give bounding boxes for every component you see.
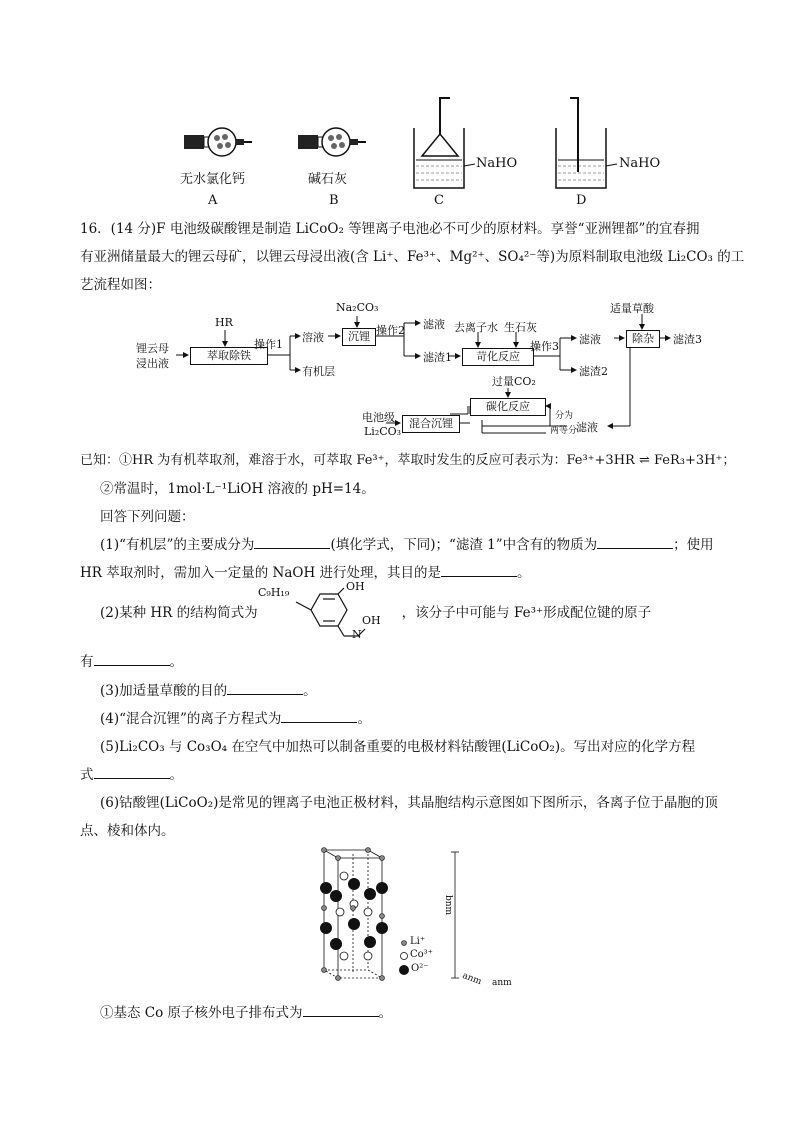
dim-a2: anm <box>492 978 512 988</box>
flow-filtrate2: 滤液 <box>579 333 601 346</box>
flow-organic: 有机层 <box>302 365 335 378</box>
q6-line1: (6)钴酸锂(LiCoO₂)是常见的锂离子电池正极材料，其晶胞结构示意图如下图所示，各离子位于晶胞的顶 <box>100 795 718 811</box>
q2-text-c: 有 <box>80 654 94 670</box>
q2-line1 <box>100 603 745 623</box>
flow-lime: 生石灰 <box>504 321 537 334</box>
answer-intro: 回答下列问题： <box>100 509 195 525</box>
q5-blank[interactable] <box>94 765 170 779</box>
flow-residue3: 滤渣3 <box>673 333 702 346</box>
q4-text-a: (4)“混合沉锂”的离子方程式为 <box>100 711 282 727</box>
flow-hr: HR <box>215 316 233 329</box>
known-line1: 已知：①HR 为有机萃取剂，难溶于水，可萃取 Fe³⁺，萃取时发生的反应可表示为：Fe³⁺+3HR ⇌ FeR₃+3H⁺； <box>80 453 736 468</box>
question-intro-line3: 艺流程如图： <box>80 277 161 293</box>
q1-text-d: HR 萃取剂时，需加入一定量的 NaOH 进行处理，其目的是 <box>80 565 442 581</box>
flow-start-1: 锂云母 <box>136 342 169 355</box>
hr-struct-n: N <box>352 628 362 641</box>
apparatus-c-letter: C <box>434 193 444 208</box>
flow-box-remove-impurity: 除杂 <box>626 330 660 348</box>
flow-na2co3: Na₂CO₃ <box>336 301 379 314</box>
hr-struct-c9h19: C₉H₁₉ <box>258 586 290 599</box>
flow-box-extract-iron: 萃取除铁 <box>190 347 268 365</box>
process-flowchart <box>130 298 740 446</box>
q2-text-b: ，该分子中可能与 Fe³⁺形成配位键的原子 <box>401 605 652 621</box>
flow-box-mixed-precipitate: 混合沉锂 <box>402 415 460 433</box>
apparatus-a-letter: A <box>208 193 218 208</box>
apparatus-drawing <box>170 90 670 215</box>
q6-1-text-a: ①基态 Co 原子核外电子排布式为 <box>100 1005 303 1021</box>
flow-split-1: 分为 <box>555 411 574 421</box>
crystal-cell-figure <box>310 842 530 992</box>
flow-box-causticize: 苛化反应 <box>462 348 534 366</box>
apparatus-figure <box>170 90 670 215</box>
flow-co2: 过量CO₂ <box>492 375 536 388</box>
q3-text-a: (3)加适量草酸的目的 <box>100 683 228 699</box>
q1-line2 <box>80 563 725 583</box>
q2-line2 <box>80 652 725 672</box>
flow-box-precipitate-li: 沉锂 <box>342 328 376 346</box>
q4-text-b: 。 <box>357 711 371 727</box>
apparatus-a-name: 无水氯化钙 <box>180 172 246 187</box>
q2-blank-atoms[interactable] <box>94 652 170 666</box>
q1-line1 <box>100 535 745 555</box>
q3-text-b: 。 <box>303 683 317 699</box>
flow-op1: 操作1 <box>254 338 283 351</box>
apparatus-b-name: 碱石灰 <box>308 172 348 187</box>
flow-product-2: Li₂CO₃ <box>364 425 402 438</box>
q3-blank[interactable] <box>227 681 303 695</box>
flow-filtrate: 滤液 <box>423 318 445 331</box>
q1-blank-organic[interactable] <box>254 535 330 549</box>
q4-line <box>100 709 745 729</box>
flow-op3: 操作3 <box>530 340 559 353</box>
q1-text-e: 。 <box>517 565 531 581</box>
q3-line <box>100 681 745 701</box>
drying-tube-a-icon <box>184 128 252 156</box>
flow-product-1: 电池级 <box>362 411 395 424</box>
flow-residue1: 滤渣1 <box>423 351 452 364</box>
flow-filtrate3: 滤液 <box>576 421 598 434</box>
flow-residue2: 滤渣2 <box>579 365 608 378</box>
flow-solution: 溶液 <box>302 331 324 344</box>
q1-text-a: (1)“有机层”的主要成分为 <box>100 537 255 553</box>
q5-text-c: 。 <box>169 767 183 783</box>
q1-blank-residue[interactable] <box>597 535 673 549</box>
dim-b: bnm <box>443 894 454 916</box>
hr-struct-oh2: OH <box>362 614 381 627</box>
known-line2: ②常温时，1mol·L⁻¹LiOH 溶液的 pH=14。 <box>100 481 375 497</box>
apparatus-b-letter: B <box>329 193 339 208</box>
drying-tube-b-icon <box>298 128 366 156</box>
hr-struct-oh: OH <box>346 580 365 593</box>
beaker-tube-d-icon <box>556 98 617 188</box>
legend-o: O²⁻ <box>411 963 429 974</box>
dim-a1: anm <box>460 970 483 988</box>
q6-line2: 点、棱和体内。 <box>80 823 175 839</box>
q1-text-b: (填化学式，下同)；“滤渣 1”中含有的物质为 <box>330 537 598 553</box>
apparatus-c-liquid: NaHO <box>476 156 518 171</box>
q6-1-text-b: 。 <box>378 1005 393 1021</box>
q5-text-b: 式 <box>80 767 94 783</box>
flow-start-2: 浸出液 <box>136 357 169 370</box>
question-intro-line1: 16．(14 分)F 电池级碳酸锂是制造 LiCoO₂ 等锂离子电池必不可少的原材料。享誉“亚洲锂都”的宜春拥 <box>80 221 700 237</box>
q1-blank-purpose[interactable] <box>441 563 517 577</box>
legend-li: Li⁺ <box>410 936 426 947</box>
flow-split-2: 两等分 <box>550 426 578 436</box>
flow-box-carbonize: 碳化反应 <box>470 398 546 416</box>
flow-deion-water: 去离子水 <box>454 321 498 334</box>
q4-blank[interactable] <box>281 709 357 723</box>
q5-line1: (5)Li₂CO₃ 与 Co₃O₄ 在空气中加热可以制备重要的电极材料钴酸锂(LiCoO₂)。写出对应的化学方程 <box>100 739 696 755</box>
beaker-funnel-c-icon <box>414 98 475 188</box>
flow-oxalic: 适量草酸 <box>610 302 654 315</box>
hr-structure <box>258 580 398 644</box>
flow-op2: 操作2 <box>376 324 405 337</box>
q2-text-a: (2)某种 HR 的结构简式为 <box>100 605 258 621</box>
apparatus-d-liquid: NaHO <box>619 156 661 171</box>
q5-line2 <box>80 765 725 785</box>
apparatus-d-letter: D <box>576 193 587 208</box>
legend-co: Co³⁺ <box>410 949 433 960</box>
question-intro-line2: 有亚洲储量最大的锂云母矿，以锂云母浸出液(含 Li⁺、Fe³⁺、Mg²⁺、SO₄²⁻等)为原料制取电池级 Li₂CO₃ 的工 <box>80 249 745 265</box>
q2-text-d: 。 <box>169 654 183 670</box>
q6-1-blank[interactable] <box>303 1003 379 1017</box>
q1-text-c: ；使用 <box>673 537 714 553</box>
q6-1-line <box>100 1003 745 1023</box>
